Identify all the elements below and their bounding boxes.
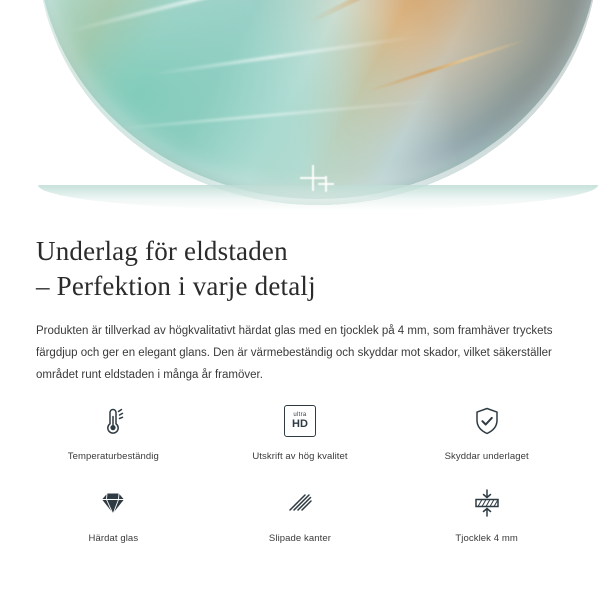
feature-grid [0, 398, 600, 544]
feature-label: Slipade kanter [268, 533, 332, 544]
feature-item-temperature [20, 398, 207, 462]
marble-vein [106, 99, 441, 130]
feature-item-tempered-glass [20, 480, 207, 544]
gold-streak [366, 38, 527, 93]
feature-label: Härdat glas [88, 533, 139, 544]
marble-vein [151, 35, 418, 75]
thickness-icon [464, 480, 510, 526]
feature-label: Utskrift av hög kvalitet [252, 451, 348, 462]
page-title-line-1: Underlag för eldstaden [36, 236, 288, 266]
feature-item-protection [393, 398, 580, 462]
product-description-text: Produkten är tillverkad av högkvalitativt härdat glas med en tjocklek på 4 mm, som framhäver tryckets färgdjup och ger en elegant glans. Den är värmebeständig och skyddar mot skador, vilket säkerställer området runt eldstaden i många år framöver. [36, 325, 553, 381]
thermometer-icon [90, 398, 136, 444]
feature-label: Temperaturbeständig [67, 451, 159, 462]
shield-check-icon [464, 398, 510, 444]
ultra-hd-icon [277, 398, 323, 444]
ultra-hd-badge-main: HD [292, 418, 308, 430]
glass-plate-image [38, 0, 598, 205]
page-title [0, 212, 600, 304]
feature-item-polished-edges [207, 480, 394, 544]
feature-label: Tjocklek 4 mm [455, 533, 518, 544]
ultra-hd-badge-top: ultra [293, 412, 307, 418]
feature-item-thickness [393, 480, 580, 544]
gold-streak [308, 0, 542, 24]
feature-label: Skyddar underlaget [444, 451, 529, 462]
page-title-line-2: – Perfektion i varje detalj [36, 271, 316, 301]
diamond-icon [90, 480, 136, 526]
text-content [0, 212, 600, 386]
polished-edges-icon [277, 480, 323, 526]
hero-image [0, 0, 600, 212]
feature-item-print-quality [207, 398, 394, 462]
